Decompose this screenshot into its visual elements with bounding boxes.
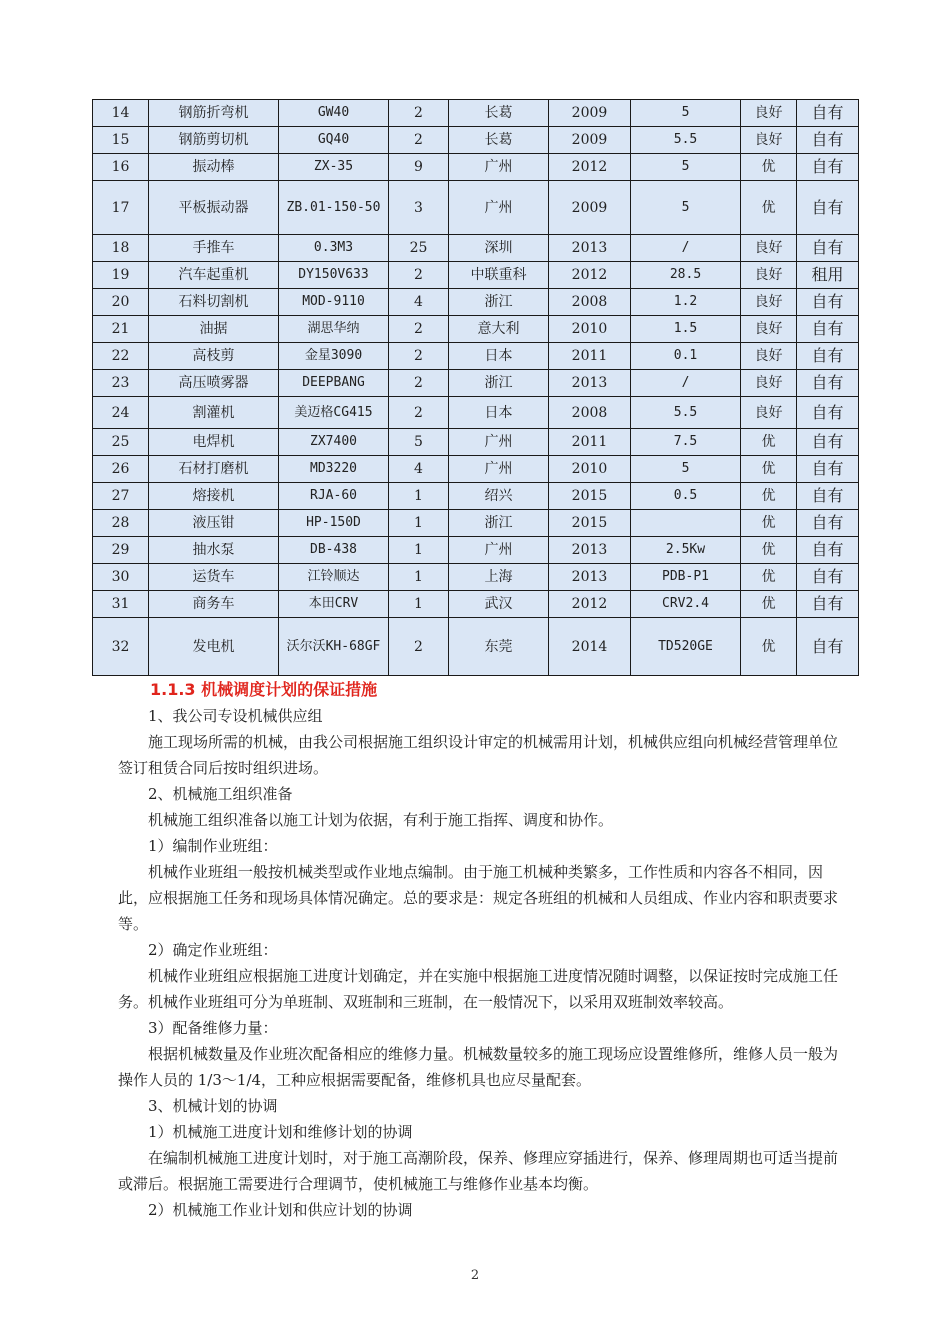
cell-owner: 自有 (797, 456, 859, 483)
cell-year: 2009 (549, 127, 631, 154)
cell-qty: 2 (389, 343, 449, 370)
cell-condition: 良好 (741, 127, 797, 154)
cell-no: 15 (93, 127, 149, 154)
cell-qty: 2 (389, 370, 449, 397)
cell-no: 26 (93, 456, 149, 483)
cell-power: 28.5 (631, 262, 741, 289)
cell-condition: 优 (741, 181, 797, 235)
cell-name: 振动棒 (149, 154, 279, 181)
table-row (93, 397, 859, 429)
cell-name: 高枝剪 (149, 343, 279, 370)
table-row (93, 591, 859, 618)
paragraph: 根据机械数量及作业班次配备相应的维修力量。机械数量较多的施工现场应设置维修所，维修人员一般为操作人员的 1/3～1/4，工种应根据需要配备，维修机具也应尽量配套。 (118, 1045, 839, 1089)
cell-name: 平板振动器 (149, 181, 279, 235)
cell-power: PDB-P1 (631, 564, 741, 591)
cell-name: 手推车 (149, 235, 279, 262)
cell-condition: 良好 (741, 343, 797, 370)
cell-model: DY150V633 (279, 262, 389, 289)
cell-condition: 良好 (741, 100, 797, 127)
cell-name: 割灌机 (149, 397, 279, 429)
cell-power: 5 (631, 154, 741, 181)
cell-name: 抽水泵 (149, 537, 279, 564)
cell-owner: 自有 (797, 343, 859, 370)
cell-power: 5 (631, 456, 741, 483)
cell-year: 2011 (549, 429, 631, 456)
cell-origin: 东莞 (449, 618, 549, 676)
cell-no: 32 (93, 618, 149, 676)
cell-power: 1.2 (631, 289, 741, 316)
cell-origin: 上海 (449, 564, 549, 591)
paragraph: 在编制机械施工进度计划时，对于施工高潮阶段，保养、修理应穿插进行，保养、修理周期也可适当提前或滞后。根据施工需要进行合理调节，使机械施工与维修作业基本均衡。 (118, 1149, 839, 1193)
table-row (93, 154, 859, 181)
cell-year: 2012 (549, 591, 631, 618)
cell-owner: 自有 (797, 154, 859, 181)
cell-power: 1.5 (631, 316, 741, 343)
cell-origin: 绍兴 (449, 483, 549, 510)
cell-no: 28 (93, 510, 149, 537)
cell-model: ZX-35 (279, 154, 389, 181)
cell-origin: 广州 (449, 456, 549, 483)
cell-model: GW40 (279, 100, 389, 127)
cell-year: 2008 (549, 289, 631, 316)
cell-qty: 4 (389, 289, 449, 316)
paragraph: 2）确定作业班组： (148, 941, 278, 959)
cell-model: RJA-60 (279, 483, 389, 510)
cell-year: 2015 (549, 510, 631, 537)
cell-condition: 良好 (741, 370, 797, 397)
paragraph: 2）机械施工作业计划和供应计划的协调 (148, 1201, 413, 1219)
cell-qty: 2 (389, 618, 449, 676)
paragraph: 1）编制作业班组： (148, 837, 278, 855)
table-row (93, 456, 859, 483)
cell-owner: 自有 (797, 618, 859, 676)
cell-no: 30 (93, 564, 149, 591)
cell-model: GQ40 (279, 127, 389, 154)
table-row (93, 235, 859, 262)
cell-name: 熔接机 (149, 483, 279, 510)
cell-model: DEEPBANG (279, 370, 389, 397)
cell-model: 本田CRV (279, 591, 389, 618)
cell-model: 0.3M3 (279, 235, 389, 262)
paragraph: 机械作业班组一般按机械类型或作业地点编制。由于施工机械种类繁多，工作性质和内容各不相同，因此，应根据施工任务和现场具体情况确定。总的要求是：规定各班组的机械和人员组成、作业内容和职责要求等。 (118, 863, 839, 933)
equipment-table-body (93, 100, 859, 676)
cell-no: 24 (93, 397, 149, 429)
cell-origin: 广州 (449, 154, 549, 181)
paragraph: 机械施工组织准备以施工计划为依据，有利于施工指挥、调度和协作。 (148, 811, 614, 829)
table-row (93, 262, 859, 289)
cell-power: 0.1 (631, 343, 741, 370)
cell-model: 美迈格CG415 (279, 397, 389, 429)
cell-power: / (631, 235, 741, 262)
table-row (93, 127, 859, 154)
cell-name: 电焊机 (149, 429, 279, 456)
cell-model: 江铃顺达 (279, 564, 389, 591)
table-row (93, 289, 859, 316)
cell-model: 湖思华纳 (279, 316, 389, 343)
cell-no: 23 (93, 370, 149, 397)
cell-no: 14 (93, 100, 149, 127)
cell-year: 2009 (549, 100, 631, 127)
cell-name: 汽车起重机 (149, 262, 279, 289)
cell-condition: 优 (741, 483, 797, 510)
cell-qty: 1 (389, 537, 449, 564)
cell-qty: 1 (389, 510, 449, 537)
cell-owner: 自有 (797, 316, 859, 343)
cell-name: 运货车 (149, 564, 279, 591)
cell-origin: 中联重科 (449, 262, 549, 289)
cell-no: 29 (93, 537, 149, 564)
cell-year: 2013 (549, 370, 631, 397)
cell-qty: 1 (389, 591, 449, 618)
cell-no: 19 (93, 262, 149, 289)
table-row (93, 537, 859, 564)
table-row (93, 316, 859, 343)
cell-origin: 浙江 (449, 289, 549, 316)
cell-condition: 良好 (741, 316, 797, 343)
cell-condition: 优 (741, 618, 797, 676)
cell-year: 2010 (549, 456, 631, 483)
table-row (93, 483, 859, 510)
cell-no: 17 (93, 181, 149, 235)
cell-year: 2012 (549, 262, 631, 289)
table-row (93, 564, 859, 591)
cell-origin: 长葛 (449, 100, 549, 127)
equipment-table-wrap (92, 99, 858, 676)
paragraph: 2、机械施工组织准备 (148, 785, 293, 803)
cell-no: 21 (93, 316, 149, 343)
cell-no: 20 (93, 289, 149, 316)
cell-qty: 2 (389, 100, 449, 127)
cell-origin: 广州 (449, 181, 549, 235)
cell-origin: 广州 (449, 537, 549, 564)
paragraph: 1）机械施工进度计划和维修计划的协调 (148, 1123, 413, 1141)
cell-origin: 长葛 (449, 127, 549, 154)
cell-owner: 自有 (797, 483, 859, 510)
cell-name: 发电机 (149, 618, 279, 676)
cell-year: 2012 (549, 154, 631, 181)
cell-owner: 自有 (797, 370, 859, 397)
cell-condition: 优 (741, 456, 797, 483)
cell-year: 2013 (549, 235, 631, 262)
cell-no: 22 (93, 343, 149, 370)
cell-condition: 良好 (741, 235, 797, 262)
cell-power: 5.5 (631, 127, 741, 154)
cell-origin: 浙江 (449, 370, 549, 397)
cell-model: ZX7400 (279, 429, 389, 456)
cell-year: 2014 (549, 618, 631, 676)
cell-condition: 优 (741, 510, 797, 537)
cell-qty: 1 (389, 483, 449, 510)
cell-qty: 4 (389, 456, 449, 483)
cell-qty: 9 (389, 154, 449, 181)
cell-power: CRV2.4 (631, 591, 741, 618)
cell-condition: 优 (741, 154, 797, 181)
equipment-table (92, 99, 859, 676)
cell-origin: 武汉 (449, 591, 549, 618)
paragraph: 机械作业班组应根据施工进度计划确定，并在实施中根据施工进度情况随时调整，以保证按时完成施工任务。机械作业班组可分为单班制、双班制和三班制，在一般情况下，以采用双班制效率较高。 (118, 967, 839, 1011)
cell-power: TD520GE (631, 618, 741, 676)
cell-qty: 25 (389, 235, 449, 262)
cell-power: 5 (631, 181, 741, 235)
cell-power: 5.5 (631, 397, 741, 429)
paragraph: 施工现场所需的机械，由我公司根据施工组织设计审定的机械需用计划，机械供应组向机械经营管理单位签订租赁合同后按时组织进场。 (118, 733, 839, 777)
cell-model: MD3220 (279, 456, 389, 483)
cell-owner: 自有 (797, 564, 859, 591)
cell-origin: 日本 (449, 397, 549, 429)
cell-name: 液压钳 (149, 510, 279, 537)
cell-model: HP-150D (279, 510, 389, 537)
cell-name: 石材打磨机 (149, 456, 279, 483)
cell-power: 5 (631, 100, 741, 127)
section-heading: 1.1.3 机械调度计划的保证措施 (150, 680, 378, 699)
table-row (93, 343, 859, 370)
cell-no: 27 (93, 483, 149, 510)
cell-owner: 自有 (797, 429, 859, 456)
cell-year: 2013 (549, 564, 631, 591)
cell-model: 金星3090 (279, 343, 389, 370)
cell-year: 2013 (549, 537, 631, 564)
paragraph-list (118, 703, 838, 1223)
cell-qty: 3 (389, 181, 449, 235)
cell-owner: 自有 (797, 537, 859, 564)
cell-name: 钢筋剪切机 (149, 127, 279, 154)
cell-condition: 优 (741, 591, 797, 618)
cell-no: 18 (93, 235, 149, 262)
cell-year: 2015 (549, 483, 631, 510)
paragraph: 3、机械计划的协调 (148, 1097, 278, 1115)
paragraph: 1、我公司专设机械供应组 (148, 707, 323, 725)
cell-owner: 自有 (797, 289, 859, 316)
table-row (93, 618, 859, 676)
cell-model: 沃尔沃KH-68GF (279, 618, 389, 676)
cell-condition: 优 (741, 537, 797, 564)
cell-power: 2.5Kw (631, 537, 741, 564)
table-row (93, 510, 859, 537)
cell-model: MOD-9110 (279, 289, 389, 316)
section-body (118, 677, 838, 1223)
cell-qty: 2 (389, 316, 449, 343)
cell-owner: 自有 (797, 127, 859, 154)
cell-name: 油据 (149, 316, 279, 343)
cell-year: 2011 (549, 343, 631, 370)
table-row (93, 429, 859, 456)
cell-condition: 优 (741, 429, 797, 456)
cell-no: 25 (93, 429, 149, 456)
paragraph: 3）配备维修力量： (148, 1019, 278, 1037)
page-number: 2 (470, 1268, 480, 1283)
cell-owner: 自有 (797, 510, 859, 537)
cell-power: / (631, 370, 741, 397)
cell-owner: 自有 (797, 591, 859, 618)
cell-origin: 日本 (449, 343, 549, 370)
cell-owner: 自有 (797, 181, 859, 235)
cell-origin: 浙江 (449, 510, 549, 537)
cell-qty: 2 (389, 262, 449, 289)
cell-year: 2008 (549, 397, 631, 429)
cell-origin: 意大利 (449, 316, 549, 343)
cell-qty: 2 (389, 127, 449, 154)
cell-year: 2009 (549, 181, 631, 235)
cell-year: 2010 (549, 316, 631, 343)
cell-owner: 租用 (797, 262, 859, 289)
table-row (93, 100, 859, 127)
cell-name: 高压喷雾器 (149, 370, 279, 397)
cell-condition: 良好 (741, 262, 797, 289)
cell-power (631, 510, 741, 537)
cell-name: 石料切割机 (149, 289, 279, 316)
cell-no: 16 (93, 154, 149, 181)
cell-owner: 自有 (797, 235, 859, 262)
cell-name: 钢筋折弯机 (149, 100, 279, 127)
cell-qty: 2 (389, 397, 449, 429)
cell-qty: 5 (389, 429, 449, 456)
cell-owner: 自有 (797, 397, 859, 429)
cell-origin: 广州 (449, 429, 549, 456)
cell-no: 31 (93, 591, 149, 618)
table-row (93, 370, 859, 397)
cell-condition: 良好 (741, 397, 797, 429)
cell-owner: 自有 (797, 100, 859, 127)
cell-origin: 深圳 (449, 235, 549, 262)
cell-power: 7.5 (631, 429, 741, 456)
cell-model: ZB.01-150-50 (279, 181, 389, 235)
table-row (93, 181, 859, 235)
cell-model: DB-438 (279, 537, 389, 564)
cell-qty: 1 (389, 564, 449, 591)
cell-condition: 优 (741, 564, 797, 591)
cell-power: 0.5 (631, 483, 741, 510)
cell-condition: 良好 (741, 289, 797, 316)
cell-name: 商务车 (149, 591, 279, 618)
